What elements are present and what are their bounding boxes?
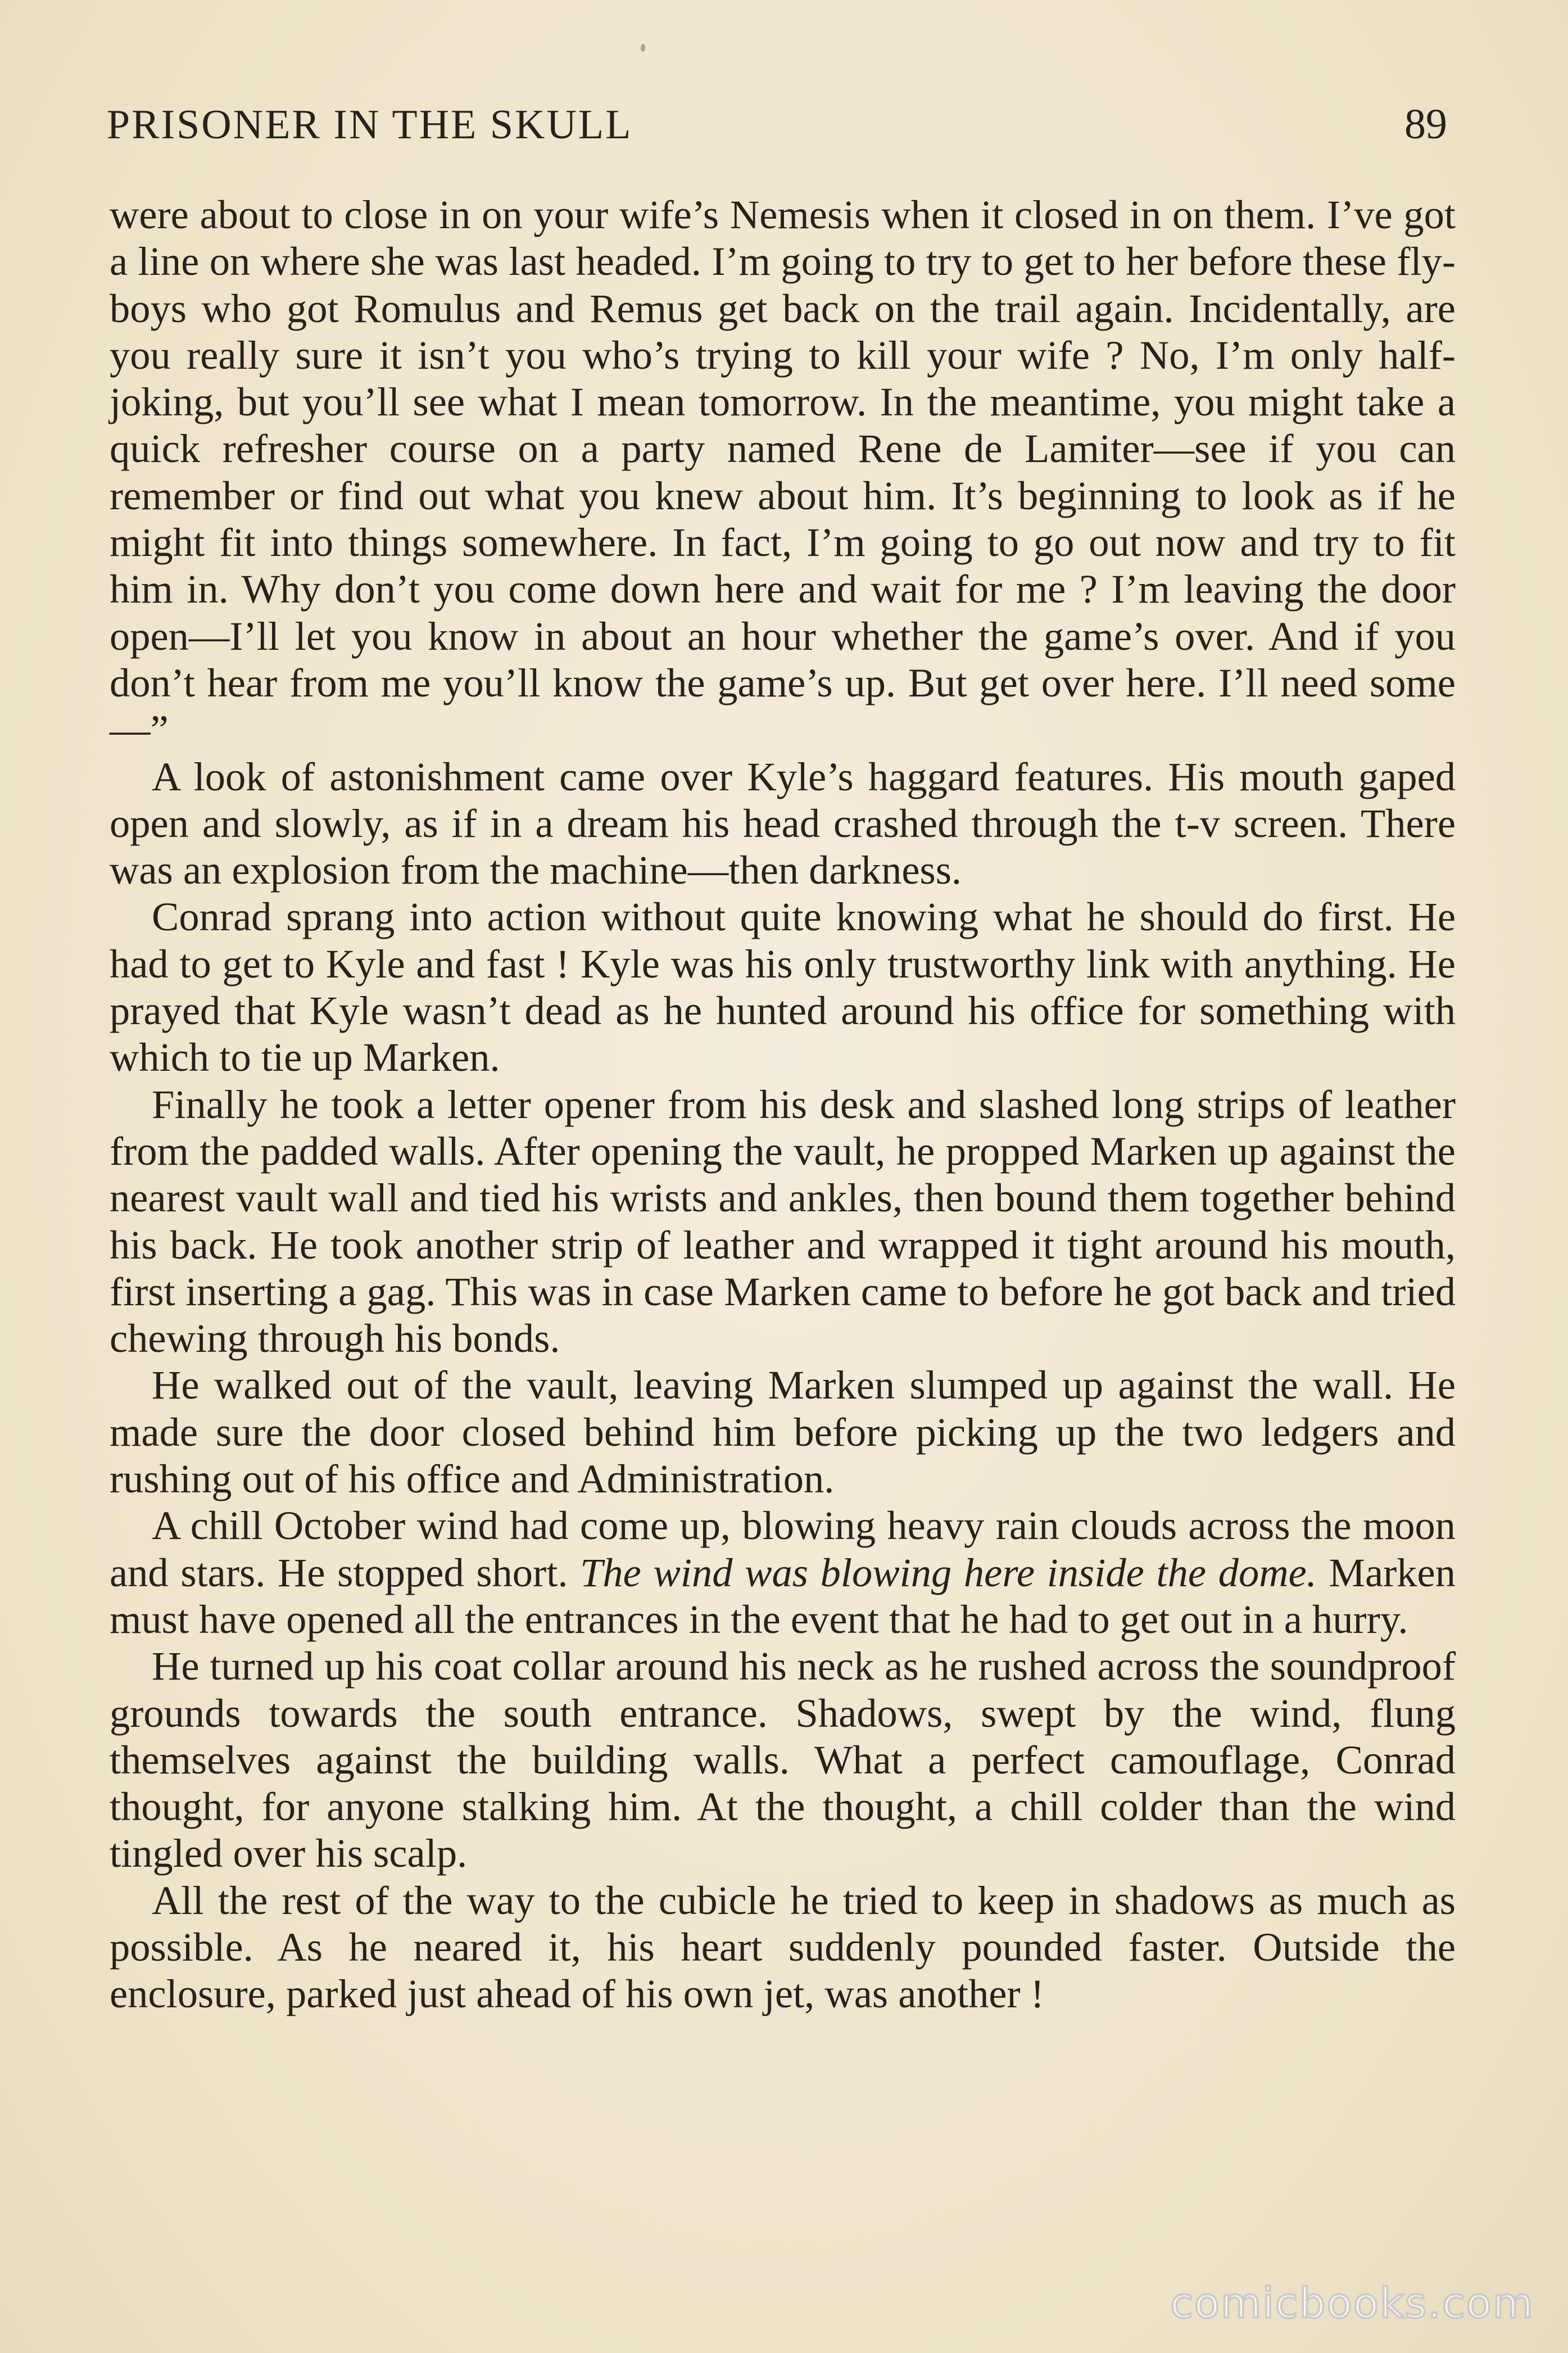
- page-number: 89: [1404, 101, 1447, 148]
- running-head: [107, 100, 1447, 151]
- paragraph-1: were about to close in on your wife’s Nemesis when it closed in on them. I’ve got a line on where she was last headed. I’m going to try to get to her before these fly-boys who got Romulus and Remus get back on the trail again. Incidentally, are you really sure it isn’t you who’s trying to kill your wife ? No, I’m only half-joking, but you’ll see what I mean tomorrow. In the meantime, you might take a quick refresher course on a party named Rene de Lamiter—see if you can remember or find out what you knew about him. It’s beginning to look as if he might fit into things somewhere. In fact, I’m going to go out now and try to fit him in. Why don’t you come down here and wait for me ? I’m leaving the door open—I’ll let you know in about an hour whether the game’s over. And if you don’t hear from me you’ll know the game’s up. But get over here. I’ll need some—”: [110, 192, 1456, 753]
- paragraph-6-italic: The wind was blowing here inside the dome.: [580, 1549, 1317, 1595]
- watermark: comicbooks.com: [1170, 2279, 1534, 2328]
- paragraph-6-end: Marken must have opened all the entrances in the event that he had to get out in a hurry.: [110, 1549, 1456, 1642]
- paragraph-6: [110, 1502, 1456, 1642]
- running-head-title: PRISONER IN THE SKULL: [107, 102, 633, 148]
- paragraph-8: All the rest of the way to the cubicle he tried to keep in shadows as much as possible. As he neared it, his heart suddenly pounded faster. Outside the enclosure, parked just ahead of his own jet, was another !: [110, 1877, 1456, 2017]
- paper-speck: [641, 44, 645, 52]
- paragraph-6-start: A chill October wind had come up, blowing heavy rain clouds across the moon and stars. He stopped short.: [110, 1503, 1456, 1595]
- paragraph-2: A look of astonishment came over Kyle’s haggard features. His mouth gaped open and slowly, as if in a dream his head crashed through the t-v screen. There was an explosion from the machine—then darkness.: [110, 753, 1456, 893]
- paragraph-5: He walked out of the vault, leaving Marken slumped up against the wall. He made sure the door closed behind him before picking up the two ledgers and rushing out of his office and Administration.: [110, 1362, 1456, 1502]
- paragraph-7: He turned up his coat collar around his neck as he rushed across the soundproof grounds towards the south entrance. Shadows, swept by the wind, flung themselves against the building walls. What a perfect camouflage, Conrad thought, for anyone stalking him. At the thought, a chill colder than the wind tingled over his scalp.: [110, 1643, 1456, 1876]
- body-text: [110, 191, 1456, 2017]
- paragraph-4: Finally he took a letter opener from his desk and slashed long strips of leather from the padded walls. After opening the vault, he propped Marken up against the nearest vault wall and tied his wrists and ankles, then bound them together behind his back. He took another strip of leather and wrapped it tight around his mouth, first inserting a gag. This was in case Marken came to before he got back and tried chewing through his bonds.: [110, 1081, 1456, 1361]
- paragraph-3: Conrad sprang into action without quite knowing what he should do first. He had to get to Kyle and fast ! Kyle was his only trustworthy link with anything. He prayed that Kyle wasn’t dead as he hunted around his office for something with which to tie up Marken.: [110, 894, 1456, 1080]
